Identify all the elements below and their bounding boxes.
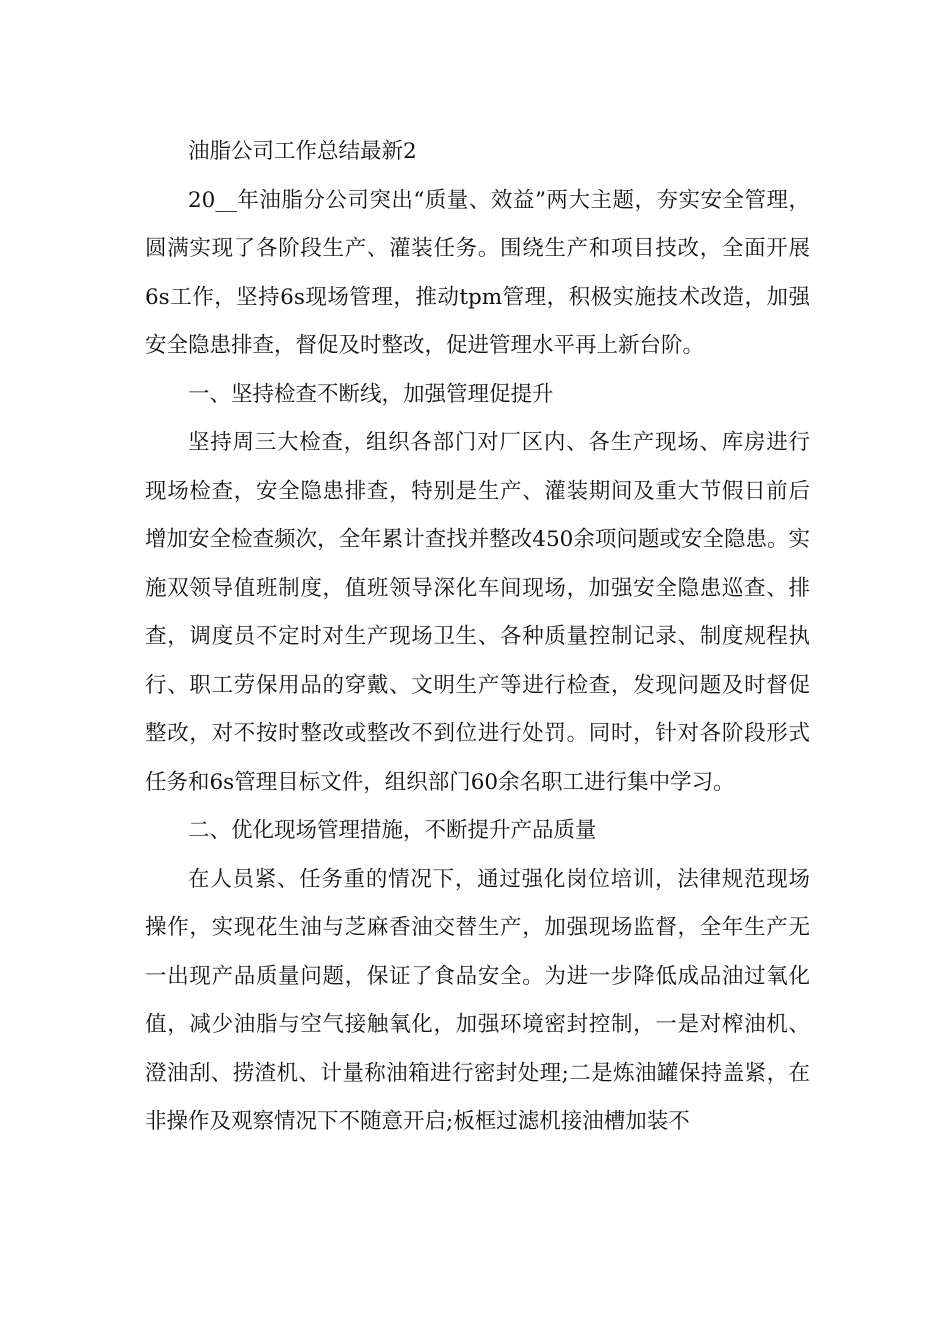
- document-title: 油脂公司工作总结最新2: [188, 139, 417, 164]
- intro-paragraph: 20__年油脂分公司突出“质量、效益”两大主题，夯实安全管理，圆满实现了各阶段生产、灌装任务。围绕生产和项目技改，全面开展6s工作，坚持6s现场管理，推动tpm管理，积极实施技术改造，加强安全隐患排查，督促及时整改，促进管理水平再上新台阶。: [145, 187, 810, 358]
- section-heading-1: 一、坚持检查不断线，加强管理促提升: [188, 381, 554, 407]
- section-heading-2: 二、优化现场管理措施，不断提升产品质量: [188, 818, 597, 843]
- section-2-paragraph: 在人员紧、任务重的情况下，通过强化岗位培训，法律规范现场操作，实现花生油与芝麻香油交替生产，加强现场监督，全年生产无一出现产品质量问题，保证了食品安全。为进一步降低成品油过氧化值，减少油脂与空气接触氧化，加强环境密封控制，一是对榨油机、澄油刮、捞渣机、计量称油箱进行密封处理;二是炼油罐保持盖紧，在非操作及观察情况下不随意开启;板框过滤机接油槽加装不: [145, 866, 810, 1134]
- section-1-paragraph: 坚持周三大检查，组织各部门对厂区内、各生产现场、库房进行现场检查，安全隐患排查，特别是生产、灌装期间及重大节假日前后增加安全检查频次，全年累计查找并整改450余项问题或安全隐患。实施双领导值班制度，值班领导深化车间现场，加强安全隐患巡查、排查，调度员不定时对生产现场卫生、各种质量控制记录、制度规程执行、职工劳保用品的穿戴、文明生产等进行检查，发现问题及时督促整改，对不按时整改或整改不到位进行处罚。同时，针对各阶段形式任务和6s管理目标文件，组织部门60余名职工进行集中学习。: [145, 430, 810, 795]
- document-body: [145, 128, 810, 1147]
